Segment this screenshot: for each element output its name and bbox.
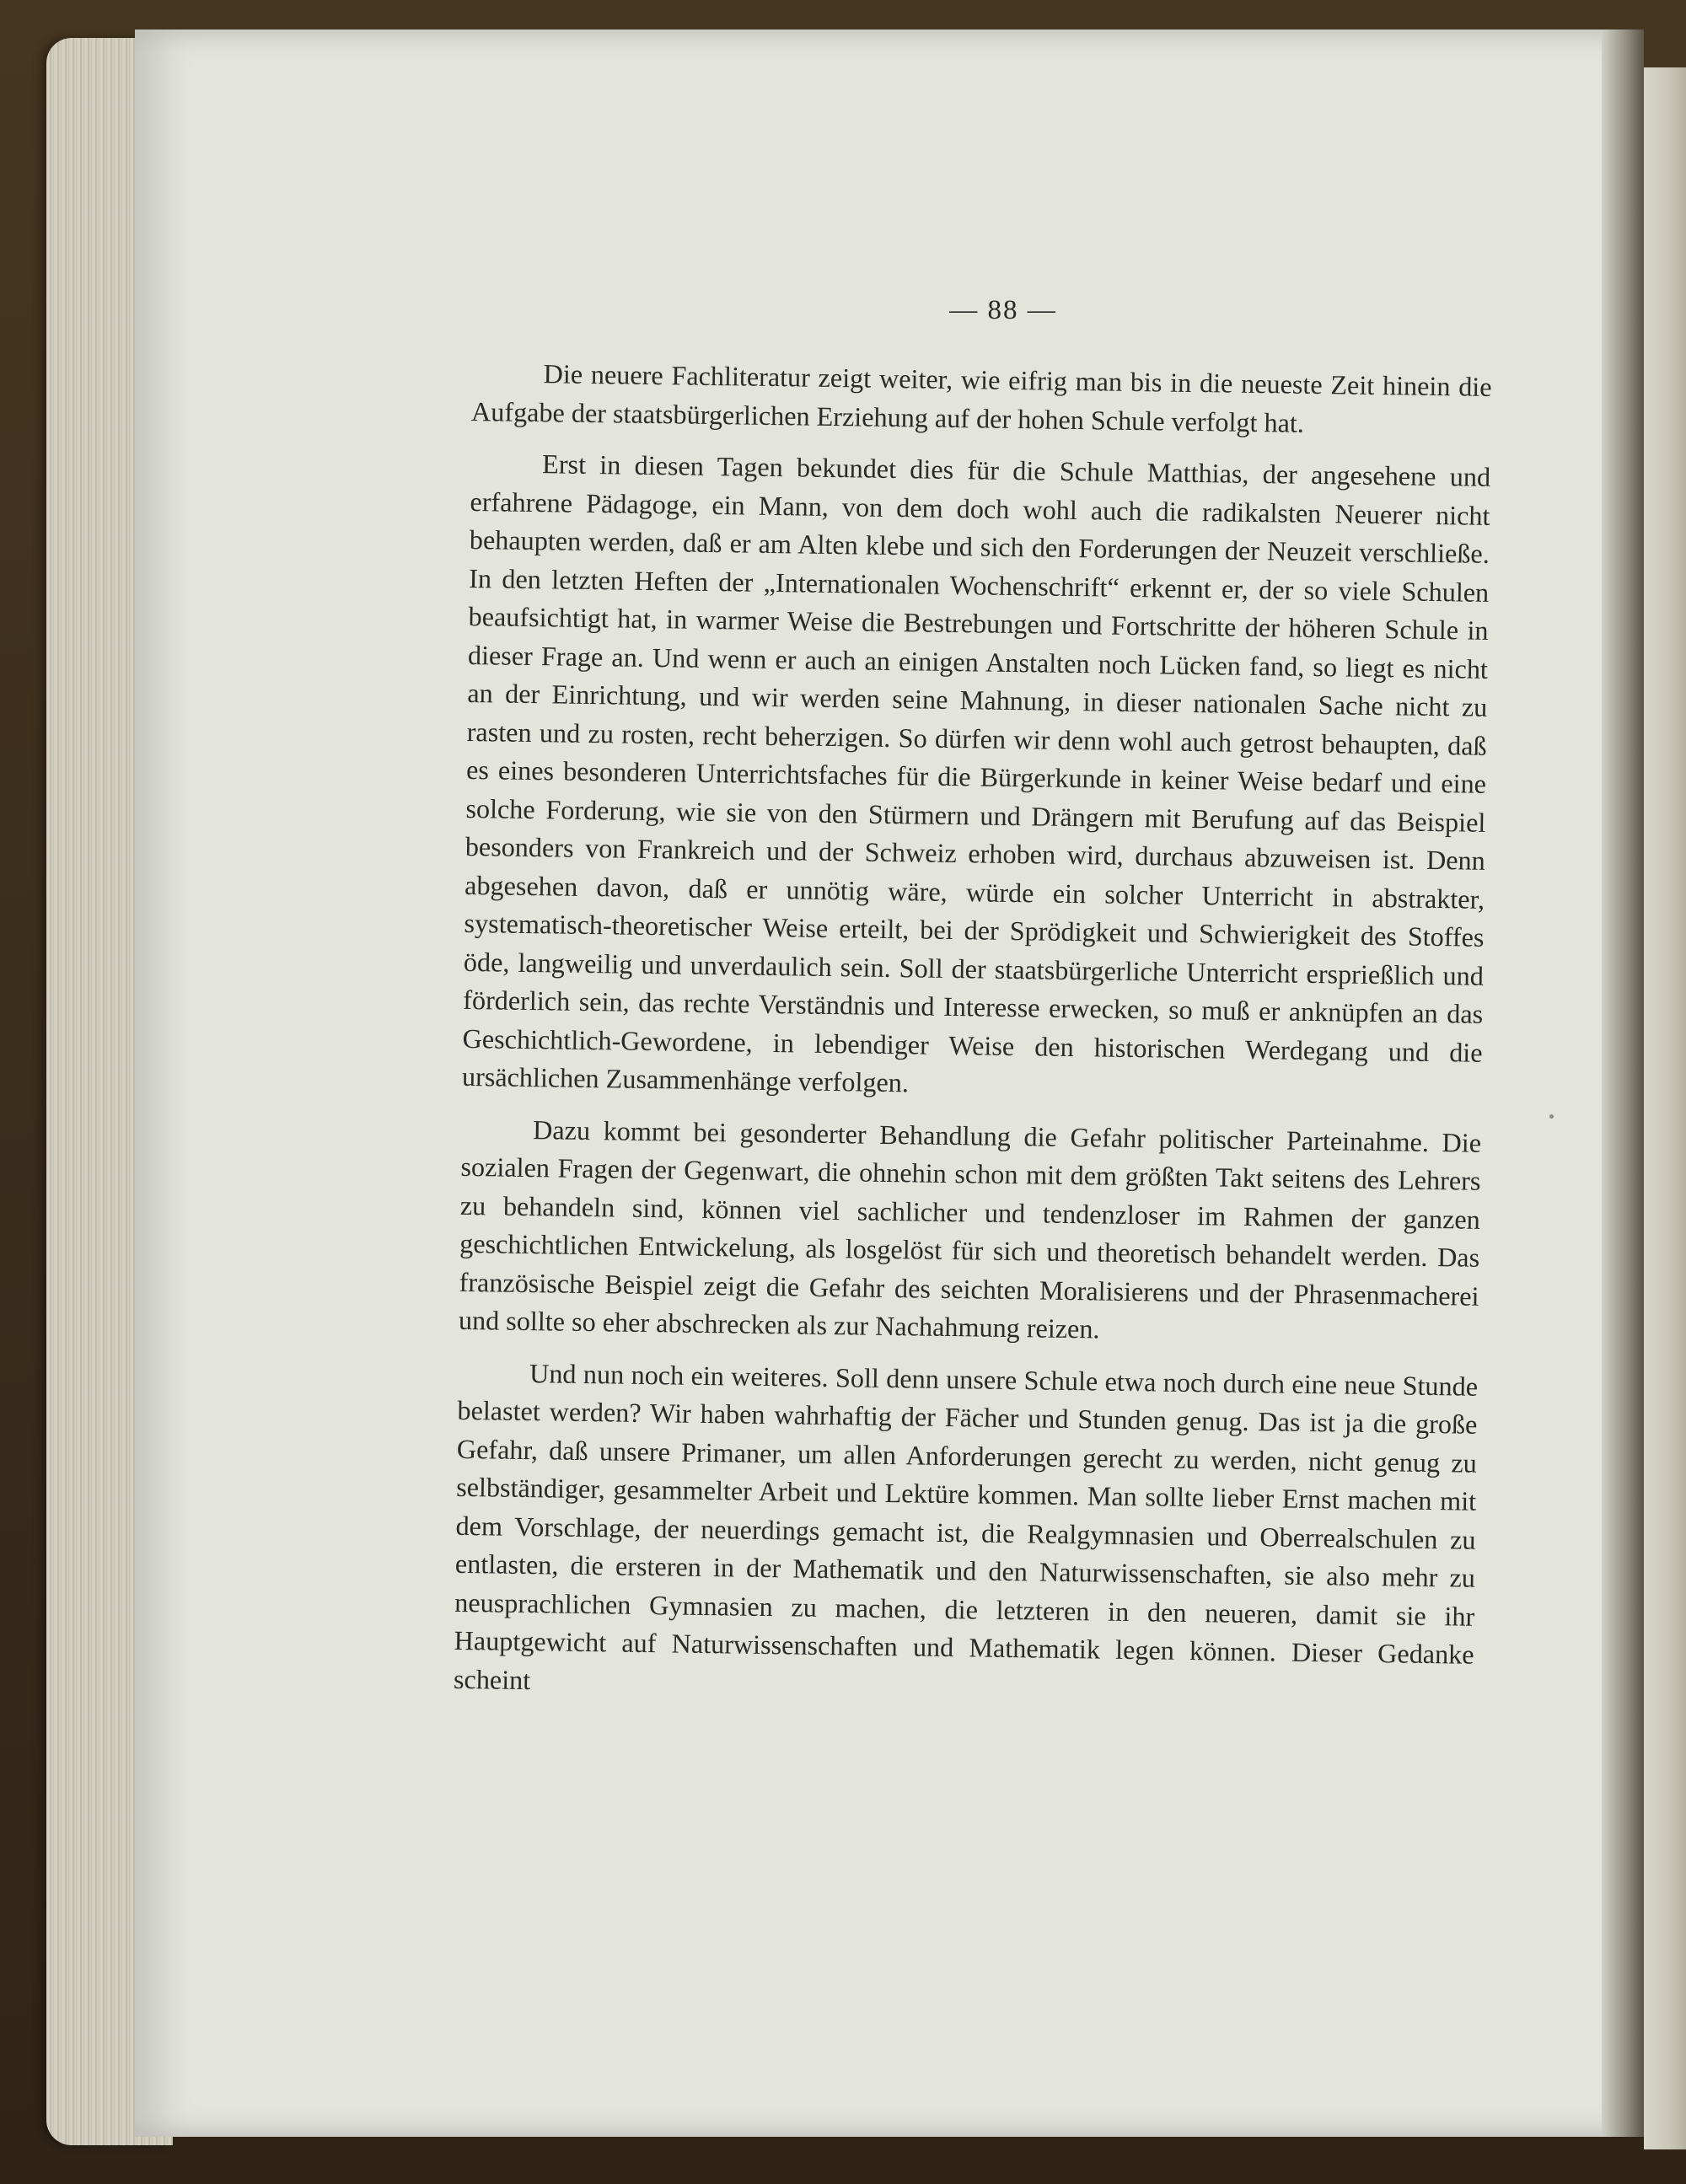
- paragraph-4: Und nun noch ein weiteres. Soll denn unsere Schule etwa noch durch eine neue Stunde belastet werden? Wir haben wahrhaftig der Fächer und Stunden genug. Das ist ja die große Gefahr, daß unsere Primaner, um allen Anforderungen gerecht zu werden, nicht genug zu selbständiger, gesammelter Arbeit und Lektüre kommen. Man sollte lieber Ernst machen mit dem Vorschlage, der neuerdings gemacht ist, die Realgymnasien und Oberrealschulen zu entlasten, die ersteren in der Mathematik und den Naturwissenschaften, sie also mehr zu neusprachlichen Gymnasien zu machen, die letzteren in den neueren, damit sie ihr Hauptgewicht auf Naturwissenschaften und Mathematik legen können. Dieser Gedanke scheint: [453, 1357, 1479, 1695]
- paragraph-1: Die neuere Fachliteratur zeigt weiter, wie eifrig man bis in die neueste Zeit hinein die Aufgabe der staatsbürgerlichen Erziehung auf der hohen Schule verfolgt hat.: [470, 358, 1492, 438]
- body-text: [454, 354, 1492, 1726]
- paper-speck: [1549, 1114, 1554, 1119]
- paragraph-2: Erst in diesen Tagen bekundet dies für die Schule Matthias, der angesehene und erfahrene Pädagoge, ein Mann, von dem doch wohl auch die radikalsten Neuerer nicht behaupten werden, daß er am Alten klebe und sich den Forderungen der Neuzeit verschließe. In den letzten Heften der „Internationalen Wochenschrift“ erkennt er, der so viele Schulen beaufsichtigt hat, in warmer Weise die Bestrebungen und Fortschritte der höheren Schule in dieser Frage an. Und wenn er auch an einigen Anstalten noch Lücken fand, so liegt es nicht an der Einrichtung, und wir werden seine Mahnung, in dieser nationalen Sache nicht zu rasten und zu rosten, recht beherzigen. So dürfen wir denn wohl auch getrost behaupten, daß es eines besonderen Unterrichtsfaches für die Bürgerkunde in keiner Weise bedarf und eine solche Forderung, wie sie von den Stürmern und Drängern mit Berufung auf das Beispiel besonders von Frankreich und der Schweiz erhoben wird, durchaus abzuweisen ist. Denn abgesehen davon, daß er unnötig wäre, würde ein solcher Unterricht in abstrakter, systematisch-theoretischer Weise erteilt, bei der Sprödigkeit und Schwierigkeit des Stoffes öde, langweilig und unverdaulich sein. Soll der staatsbürgerliche Unterricht ersprießlich und förderlich sein, das rechte Verständnis und Interesse erwecken, so muß er anknüpfen an das Geschichtlich-Gewordene, in lebendiger Weise den historischen Werdegang und die ursächlichen Zusammenhänge verfolgen.: [461, 448, 1491, 1098]
- book-gutter: [1602, 30, 1644, 2137]
- paragraph-3: Dazu kommt bei gesonderter Behandlung die Gefahr politischer Parteinahme. Die sozialen Fragen der Gegenwart, die ohnehin schon mit dem größten Takt seitens des Lehrers zu behandeln sind, können viel sachlicher und tendenzloser im Rahmen der ganzen geschichtlichen Entwickelung, als losgelöst für sich und theoretisch behandelt werden. Das französische Beispiel zeigt die Gefahr des seichten Moralisierens und der Phrasenmacherei und sollte so eher abschrecken als zur Nachahmung reizen.: [458, 1113, 1482, 1344]
- page-number: — 88 —: [949, 295, 1057, 325]
- facing-page-edge: [1644, 67, 1686, 2149]
